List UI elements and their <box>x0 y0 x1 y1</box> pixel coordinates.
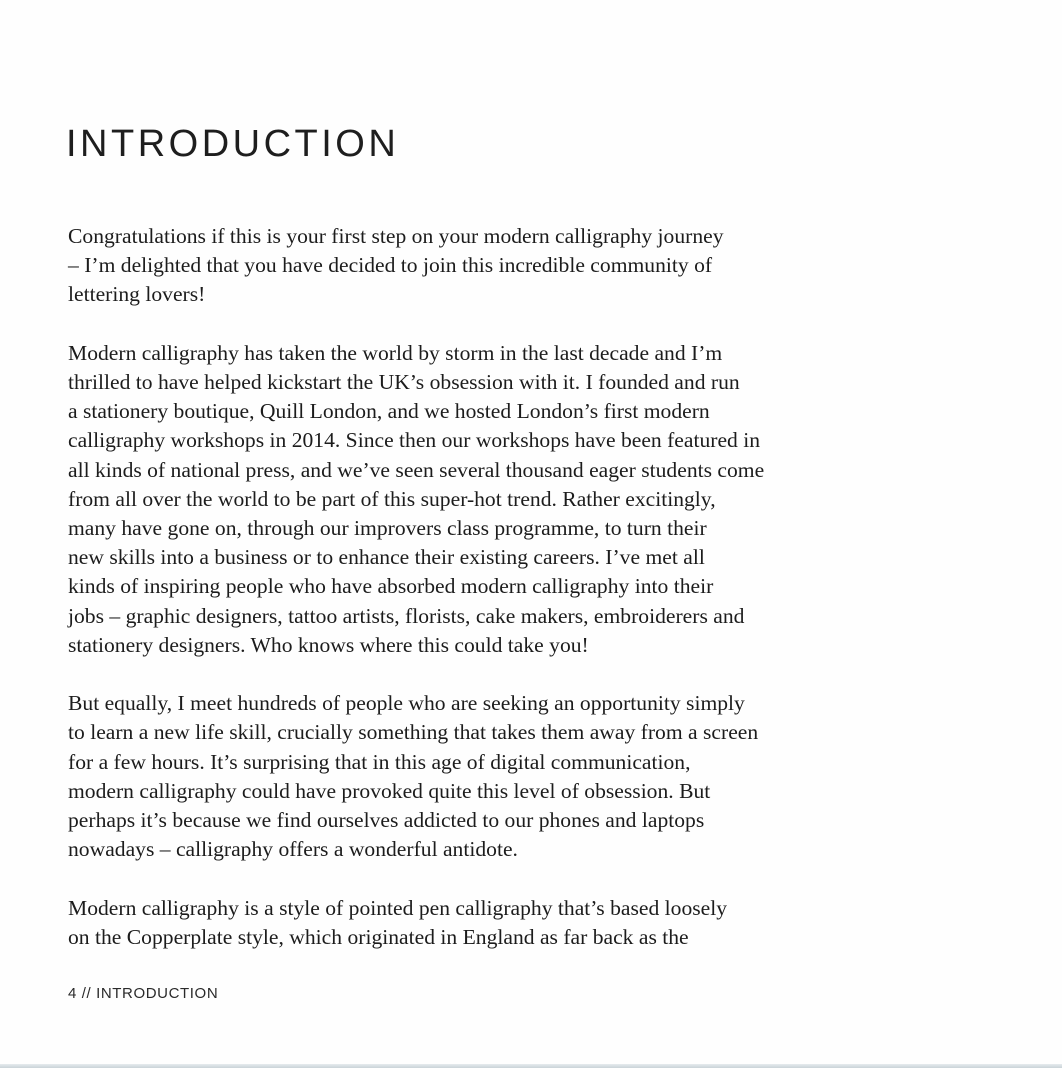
page-edge <box>0 1064 1062 1068</box>
text-line: But equally, I meet hundreds of people who are seeking an opportunity simply <box>68 691 745 716</box>
text-line: Modern calligraphy is a style of pointed pen calligraphy that’s based loosely <box>68 895 728 920</box>
text-line: a stationery boutique, Quill London, and we hosted London’s first modern <box>68 399 710 424</box>
text-line: calligraphy workshops in 2014. Since then our workshops have been featured in <box>68 428 761 453</box>
footer-separator: // <box>81 985 92 1002</box>
text-line: on the Copperplate style, which originated in England as far back as the <box>68 924 689 949</box>
paragraph-2 <box>68 339 868 660</box>
text-line: new skills into a business or to enhance their existing careers. I’ve met all <box>68 545 705 570</box>
text-line: stationery designers. Who knows where this could take you! <box>68 632 589 657</box>
text-line: – I’m delighted that you have decided to join this incredible community of <box>68 253 713 278</box>
text-line: perhaps it’s because we find ourselves addicted to our phones and laptops <box>68 808 705 833</box>
page-number: 4 <box>68 985 77 1002</box>
text-line: thrilled to have helped kickstart the UK’s obsession with it. I founded and run <box>68 370 740 394</box>
page-title: INTRODUCTION <box>66 123 400 165</box>
text-line: nowadays – calligraphy offers a wonderful antidote. <box>68 837 518 862</box>
text-line: modern calligraphy could have provoked quite this level of obsession. But <box>68 778 711 803</box>
text-line: many have gone on, through our improvers class programme, to turn their <box>68 516 707 541</box>
page-footer <box>68 985 218 1002</box>
text-line: kinds of inspiring people who have absorbed modern calligraphy into their <box>68 574 714 599</box>
body-text <box>68 222 868 981</box>
text-line: all kinds of national press, and we’ve seen several thousand eager students come <box>68 457 765 482</box>
footer-section-title: INTRODUCTION <box>96 985 219 1002</box>
text-line: to learn a new life skill, crucially something that takes them away from a screen <box>68 720 759 745</box>
text-line: jobs – graphic designers, tattoo artists, florists, cake makers, embroiderers and <box>68 603 745 628</box>
text-line: Congratulations if this is your first step on your modern calligraphy journey <box>68 224 724 248</box>
text-line: Modern calligraphy has taken the world by storm in the last decade and I’m <box>68 340 723 365</box>
paragraph-4 <box>68 894 868 952</box>
paragraph-1 <box>68 222 868 310</box>
text-line: from all over the world to be part of this super-hot trend. Rather excitingly, <box>68 486 716 511</box>
paragraph-3 <box>68 689 868 864</box>
text-line: for a few hours. It’s surprising that in this age of digital communication, <box>68 749 691 774</box>
text-line: lettering lovers! <box>68 282 206 307</box>
